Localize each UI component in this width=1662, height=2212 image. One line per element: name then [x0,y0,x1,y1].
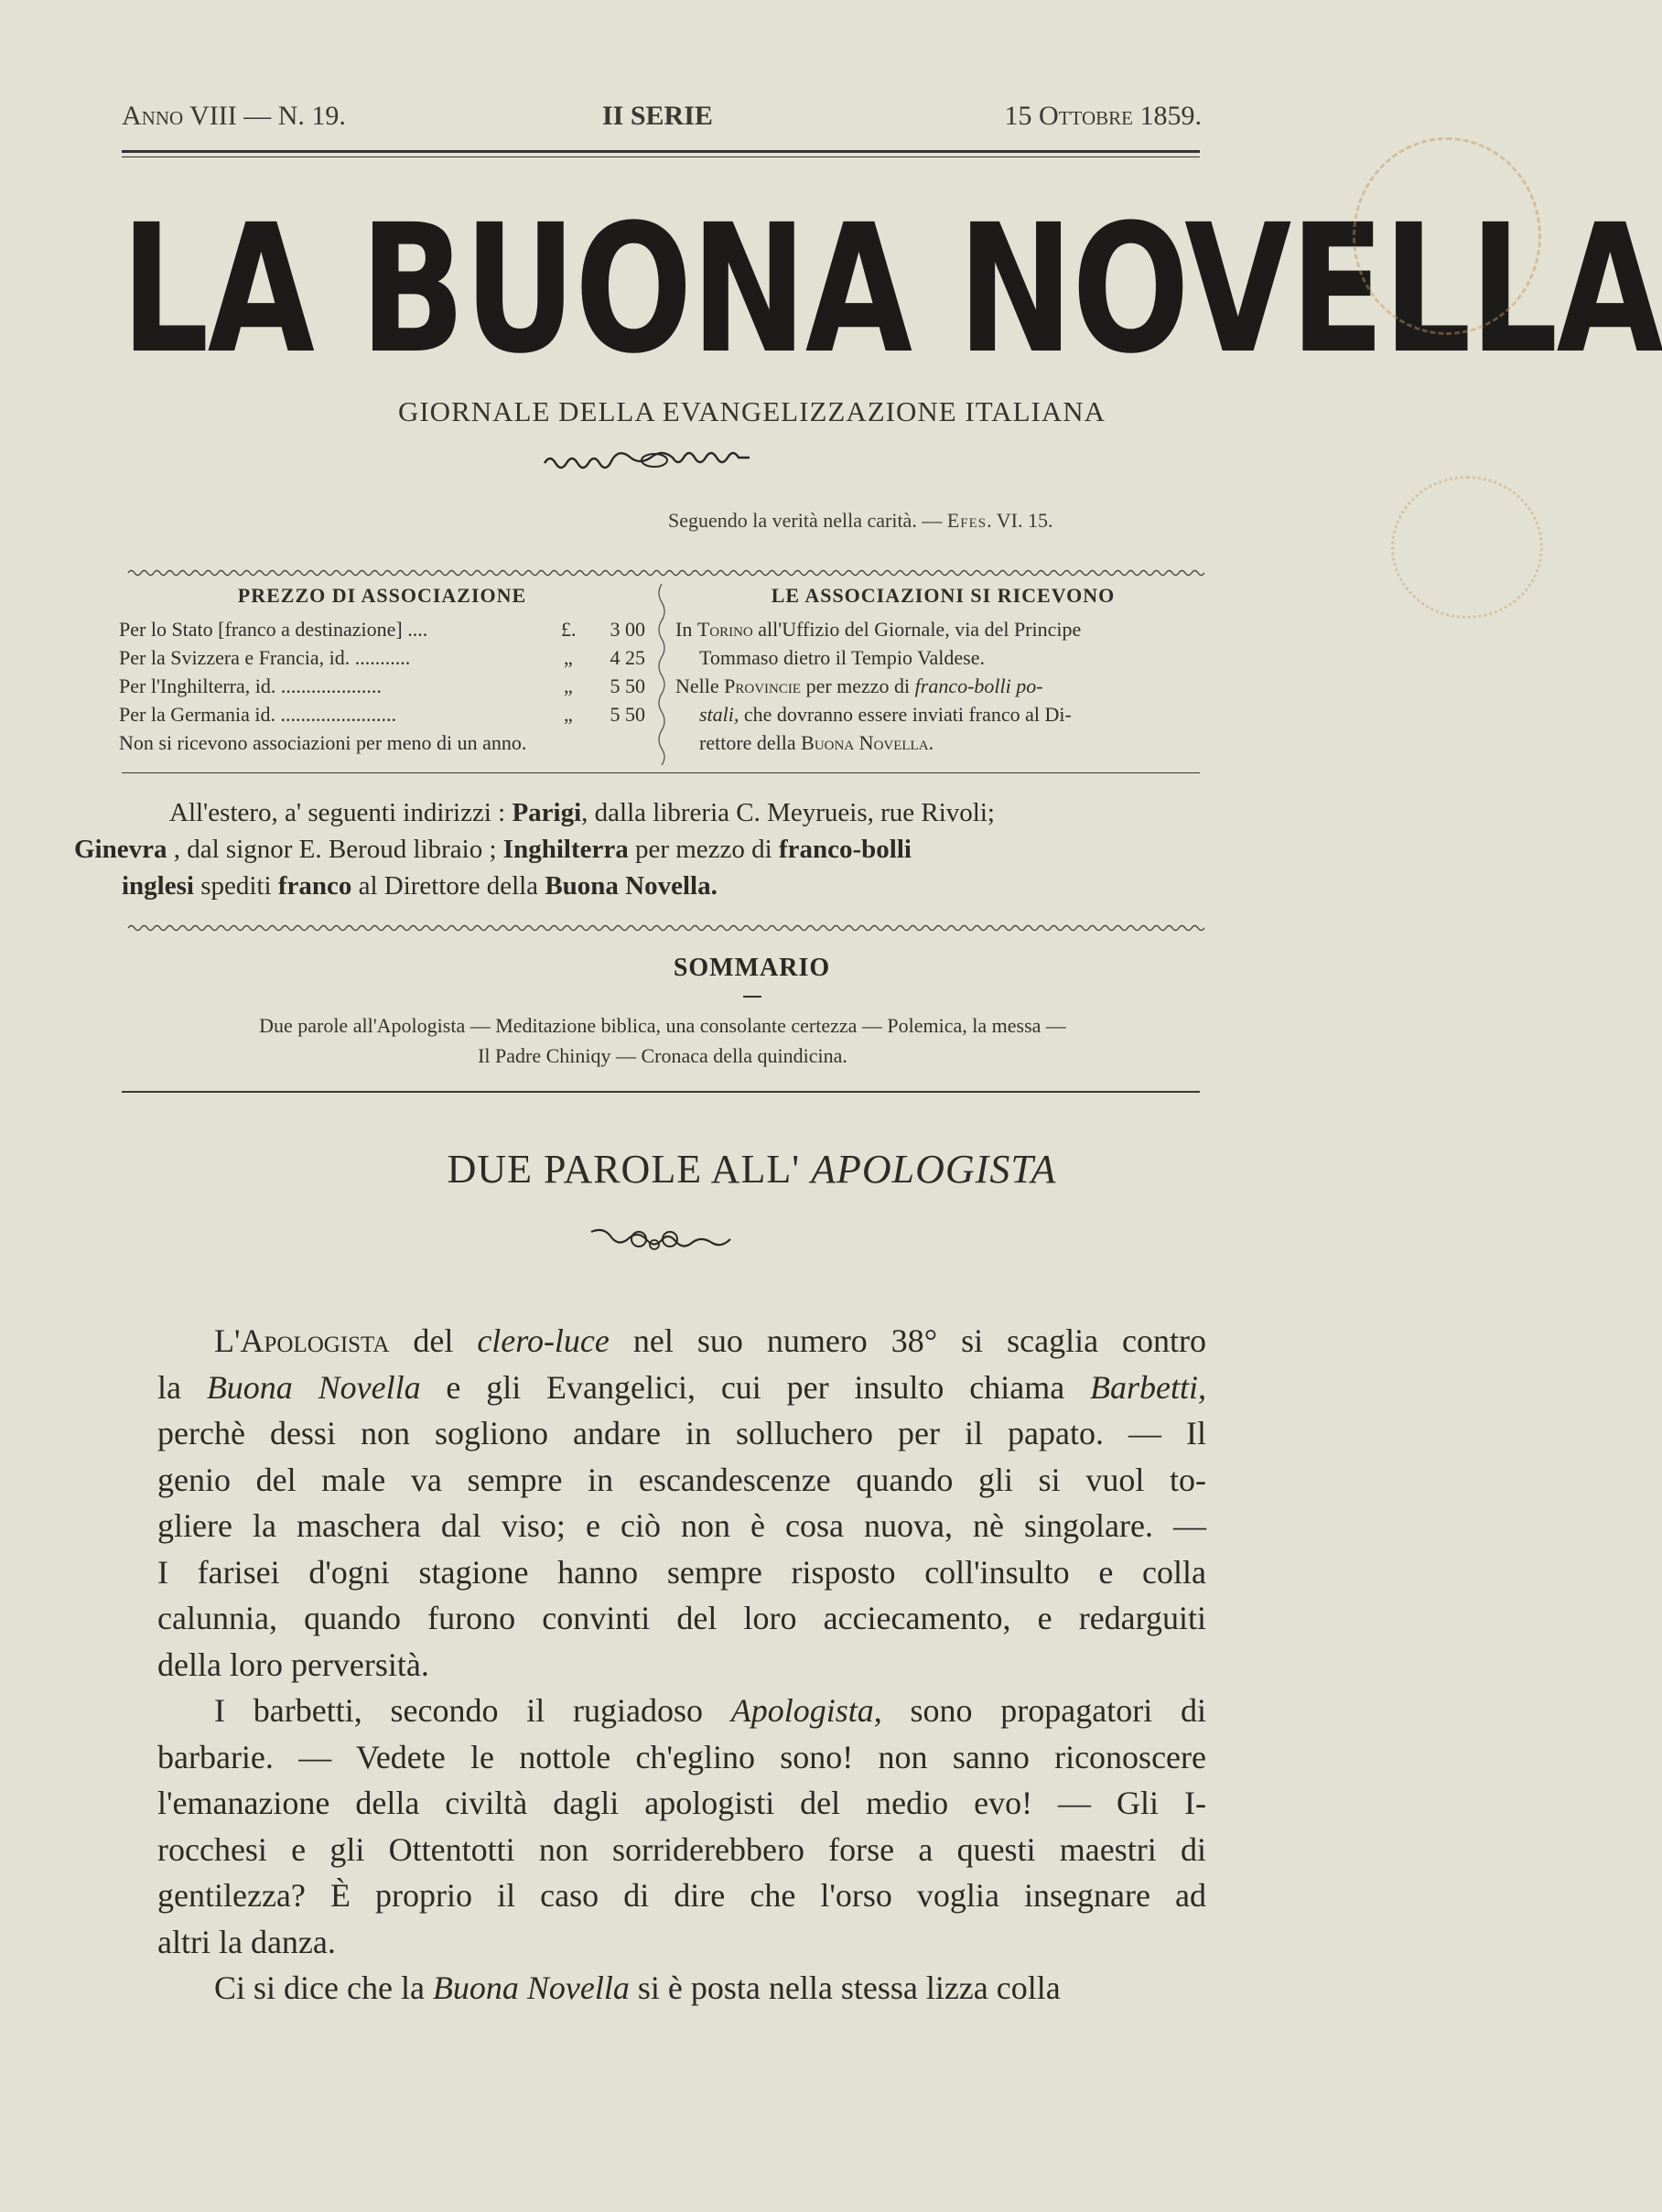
subscription-line: Tommaso dietro il Tempio Valdese. [699,646,986,669]
subscription-line: Nelle Provincie per mezzo di franco-bolli po- [675,674,1043,697]
article-text-run: Ci si dice che la [214,1969,433,2006]
subscription-line: rettore della Buona Novella. [699,731,934,754]
subscription-heading: LE ASSOCIAZIONI SI RICEVONO [771,584,1116,607]
article-line [157,1549,1206,1596]
article-text-run: nel suo numero 38° si scaglia contro [609,1322,1206,1359]
article-text-run: la [157,1368,207,1406]
article-body [157,1318,1207,2012]
column-brace [653,582,671,765]
info-rule [122,772,1200,773]
masthead-title: LA BUONA NOVELLA [121,186,1662,394]
article-text-run: rocchesi e gli Ottentotti non sorriderebbero forse a questi maestri di [157,1830,1206,1868]
subscription-line: stali, che dovranno essere inviati franco al Di- [699,703,1072,726]
article-text-run: L' [214,1322,241,1359]
flourish-ornament [588,1223,734,1254]
summary-rule [122,1091,1200,1093]
price-row: Per la Germania id. ....................... „ 5 50 [119,703,645,726]
article-line [157,1827,1206,1873]
library-stamp [1353,137,1541,335]
article-text-run: barbarie. — Vedete le nottole ch'eglino sono! non sanno riconoscere [157,1738,1206,1775]
article-text-run: I farisei d'ogni stagione hanno sempre risposto coll'insulto e colla [157,1553,1206,1591]
motto: Seguendo la verità nella carità. — Efes. VI. 15. [668,509,1053,532]
article-text-run: sono propagatori di [881,1692,1207,1729]
article-text-run: Buona Novella [432,1969,630,2006]
price-row: Per la Svizzera e Francia, id. ........... „ 4 25 [119,646,645,669]
article-line [157,1780,1206,1827]
foreign-addresses: All'estero, a' seguenti indirizzi : Parigi, dalla libreria C. Meyrueis, rue Rivoli; Ginevra , dal signor E. Beroud libraio ; Inghilterra per mezzo di franco-bolli inglesi spediti franco al Direttore della Buona Novella. [74,798,995,901]
price-note: Non si ricevono associazioni per meno di un anno. [119,731,527,754]
article-line [157,1595,1206,1642]
article-title: DUE PAROLE ALL' APOLOGISTA [447,1147,1057,1192]
scroll-ornament [540,447,787,474]
article-line [157,1872,1206,1919]
article-text-run: I barbetti, secondo il rugiadoso [214,1692,731,1729]
article-text-run: calunnia, quando furono convinti del loro acciecamento, e redarguiti [157,1600,1206,1636]
article-line [157,1734,1206,1781]
series-label: II SERIE [602,101,713,131]
article-text-run: clero-luce [477,1322,610,1359]
article-text-run: e gli Evangelici, cui per insulto chiama [420,1368,1091,1406]
article-line [157,1410,1206,1457]
subscription-places [675,582,1211,757]
summary-dash [743,996,761,998]
article-line [157,1457,1206,1504]
article-text-run: gliere la maschera dal viso; e ciò non è cosa nuova, nè singolare. — [157,1507,1206,1544]
summary-title: SOMMARIO [673,954,831,982]
article-line [157,1642,1206,1689]
subtitle: GIORNALE DELLA EVANGELIZZAZIONE ITALIANA [397,395,1106,427]
article-text-run: Barbetti, [1090,1368,1206,1406]
header-rule [122,150,1200,157]
article-line [214,1318,1206,1365]
article-text-run: Buona Novella [206,1368,421,1406]
article-line [214,1965,1206,2012]
article-text-run: l'emanazione della civiltà dagli apologisti del medio evo! — Gli I- [157,1785,1206,1821]
article-text-run: altri la danza. [157,1923,336,1960]
issue-header [122,101,1202,137]
article-text-run: del [389,1322,478,1359]
article-line [214,1688,1206,1734]
article-text-run: genio del male va sempre in escandescenze quando gli si vuol to- [157,1461,1206,1498]
subscription-line: In Torino all'Uffizio del Giornale, via del Principe [675,618,1082,641]
price-heading: PREZZO DI ASSOCIAZIONE [237,584,527,607]
article-line [157,1365,1206,1411]
article-text-run: Apologista [240,1322,390,1359]
article-text-run: si è posta nella stessa lizza colla [629,1969,1061,2006]
issue-date: 15 Ottobre 1859. [1004,101,1202,131]
price-row: Per lo Stato [franco a destinazione] .... £. 3 00 [119,618,645,641]
article-line [157,1919,1206,1966]
price-list [119,582,645,757]
article-text-run: Apologista, [730,1692,882,1729]
subscription-info [119,582,1208,765]
article-text-run: della loro perversità. [157,1646,429,1683]
article-line [157,1503,1206,1549]
article-text-run: gentilezza? È proprio il caso di dire che l'orso voglia insegnare ad [157,1877,1206,1914]
wavy-divider-top [128,566,1199,580]
issue-number: Anno VIII — N. 19. [122,101,346,131]
library-stamp [1391,476,1543,619]
summary-contents: Due parole all'Apologista — Meditazione biblica, una consolante certezza — Polemica, la messa — Il Padre Chiniqy — Cronaca della quindicina. [259,1014,1066,1067]
price-row: Per l'Inghilterra, id. .................... „ 5 50 [119,674,645,697]
wavy-divider-bottom [128,921,1199,935]
article-text-run: perchè dessi non sogliono andare in solluchero per il papato. — Il [157,1415,1206,1451]
